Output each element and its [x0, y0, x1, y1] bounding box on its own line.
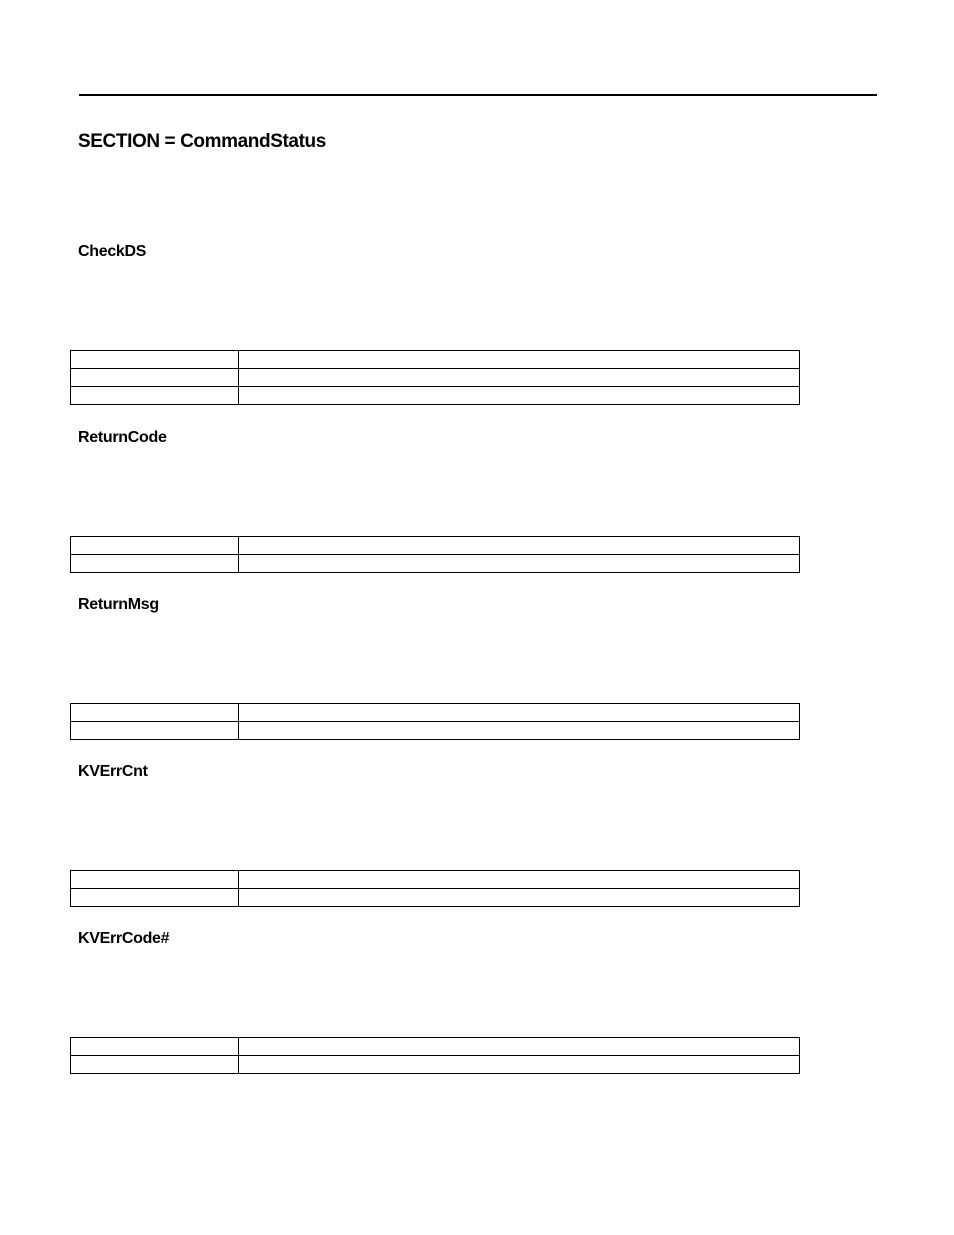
table-cell [239, 351, 800, 369]
table-cell [71, 351, 239, 369]
table-row [71, 1056, 800, 1074]
table-cell [239, 1056, 800, 1074]
table-cell [71, 537, 239, 555]
table-cell [71, 722, 239, 740]
table-row [71, 555, 800, 573]
table-row [71, 387, 800, 405]
table-cell [239, 1038, 800, 1056]
table-cell [239, 387, 800, 405]
table-row [71, 351, 800, 369]
param-table-checkds [70, 350, 800, 405]
table-cell [71, 704, 239, 722]
param-heading-returnmsg: ReturnMsg [78, 596, 159, 613]
section-title: SECTION = CommandStatus [78, 131, 326, 152]
table-cell [71, 871, 239, 889]
param-heading-kverrcode: KVErrCode# [78, 930, 170, 947]
param-table-kverrcnt [70, 870, 800, 907]
param-heading-returncode: ReturnCode [78, 429, 167, 446]
table-cell [239, 369, 800, 387]
table-cell [71, 369, 239, 387]
param-table-kverrcode [70, 1037, 800, 1074]
table-row [71, 722, 800, 740]
table-cell [239, 871, 800, 889]
table-cell [239, 537, 800, 555]
table-cell [71, 387, 239, 405]
table-cell [71, 1056, 239, 1074]
param-table-returnmsg [70, 703, 800, 740]
table-row [71, 704, 800, 722]
table-cell [239, 555, 800, 573]
table-cell [71, 889, 239, 907]
table-row [71, 1038, 800, 1056]
table-row [71, 369, 800, 387]
param-heading-checkds: CheckDS [78, 243, 147, 260]
param-table-returncode [70, 536, 800, 573]
param-heading-kverrcnt: KVErrCnt [78, 763, 148, 780]
table-cell [71, 1038, 239, 1056]
table-row [71, 537, 800, 555]
header-rule [79, 94, 877, 96]
table-row [71, 871, 800, 889]
table-row [71, 889, 800, 907]
table-cell [239, 722, 800, 740]
table-cell [239, 889, 800, 907]
table-cell [71, 555, 239, 573]
table-cell [239, 704, 800, 722]
